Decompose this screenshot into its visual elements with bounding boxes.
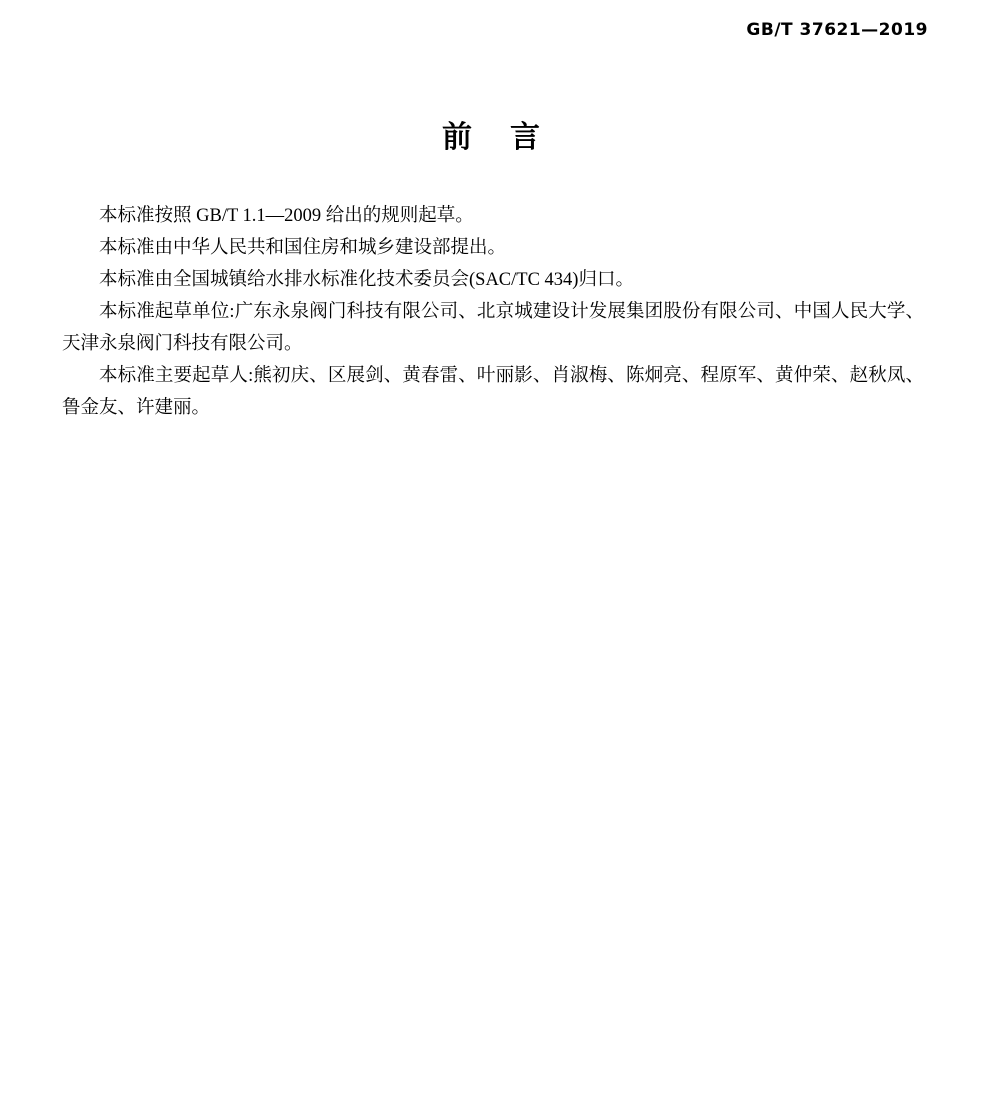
foreword-paragraph: 本标准按照 GB/T 1.1—2009 给出的规则起草。 (99, 206, 474, 226)
foreword-paragraph: 本标准由全国城镇给水排水标准化技术委员会(SAC/TC 434)归口。 (99, 270, 634, 290)
page-title-left: 前 (442, 121, 474, 154)
foreword-body (62, 200, 924, 424)
foreword-paragraph: 本标准起草单位:广东永泉阀门科技有限公司、北京城建设计发展集团股份有限公司、中国人民大学、天津永泉阀门科技有限公司。 (62, 302, 924, 354)
page-title (0, 112, 984, 156)
page-title-right: 言 (510, 121, 542, 154)
foreword-paragraph: 本标准主要起草人:熊初庆、区展剑、黄春雷、叶丽影、肖淑梅、陈炯亮、程原军、黄仲荣、赵秋凤、鲁金友、许建丽。 (62, 366, 924, 418)
foreword-paragraph: 本标准由中华人民共和国住房和城乡建设部提出。 (99, 238, 507, 258)
page-header-standard-code: GB/T 37621—2019 (746, 20, 928, 40)
